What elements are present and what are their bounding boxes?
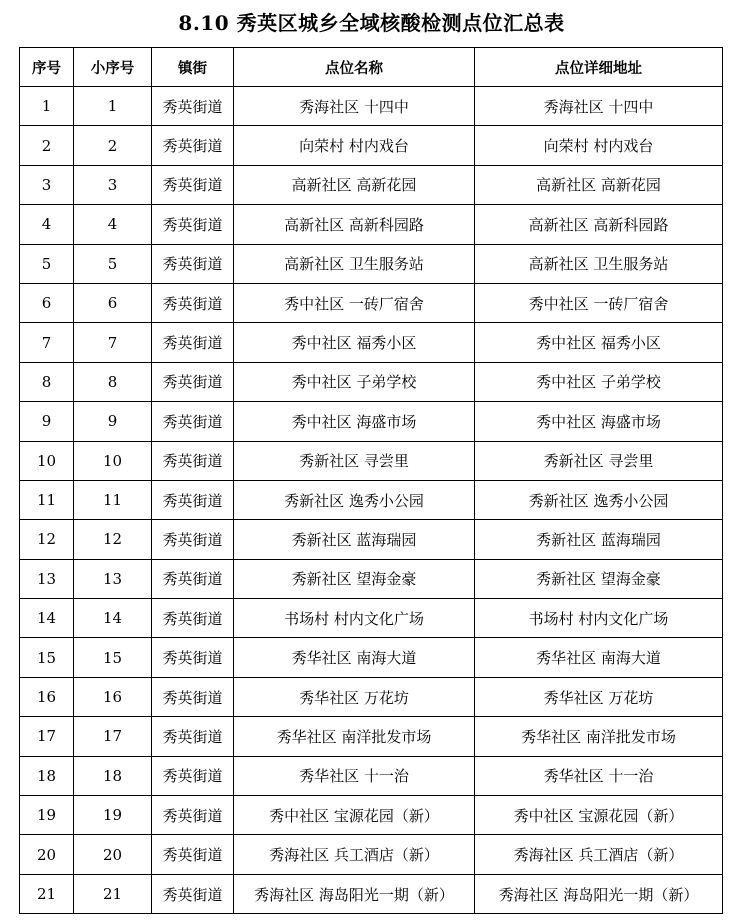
table-row: [20, 244, 723, 283]
cell-street: 秀英街道: [152, 677, 234, 716]
cell-no: 3: [20, 165, 74, 204]
cell-street: 秀英街道: [152, 362, 234, 401]
table-row: [20, 520, 723, 559]
cell-sub-no: 19: [74, 796, 152, 835]
table-row: [20, 205, 723, 244]
cell-point-address: 书场村 村内文化广场: [475, 599, 723, 638]
cell-no: 9: [20, 402, 74, 441]
cell-point-address: 秀华社区 南海大道: [475, 638, 723, 677]
cell-sub-no: 1: [74, 87, 152, 126]
cell-sub-no: 7: [74, 323, 152, 362]
cell-point-name: 高新社区 卫生服务站: [234, 244, 475, 283]
cell-point-name: 秀华社区 南海大道: [234, 638, 475, 677]
table-row: [20, 480, 723, 519]
cell-sub-no: 21: [74, 874, 152, 913]
cell-sub-no: 12: [74, 520, 152, 559]
cell-no: 7: [20, 323, 74, 362]
cell-sub-no: 18: [74, 756, 152, 795]
cell-street: 秀英街道: [152, 796, 234, 835]
cell-street: 秀英街道: [152, 717, 234, 756]
column-header-point-address: 点位详细地址: [475, 48, 723, 87]
cell-point-address: 秀新社区 寻尝里: [475, 441, 723, 480]
cell-street: 秀英街道: [152, 599, 234, 638]
table-row: [20, 796, 723, 835]
cell-point-address: 秀华社区 南洋批发市场: [475, 717, 723, 756]
cell-street: 秀英街道: [152, 283, 234, 322]
cell-no: 18: [20, 756, 74, 795]
cell-no: 17: [20, 717, 74, 756]
cell-sub-no: 6: [74, 283, 152, 322]
cell-no: 8: [20, 362, 74, 401]
cell-no: 2: [20, 126, 74, 165]
cell-sub-no: 17: [74, 717, 152, 756]
cell-point-address: 高新社区 高新科园路: [475, 205, 723, 244]
cell-sub-no: 3: [74, 165, 152, 204]
table-row: [20, 441, 723, 480]
column-header-street: 镇街: [152, 48, 234, 87]
cell-street: 秀英街道: [152, 874, 234, 913]
table-row: [20, 87, 723, 126]
cell-sub-no: 20: [74, 835, 152, 874]
cell-point-address: 秀华社区 十一治: [475, 756, 723, 795]
cell-point-address: 秀海社区 十四中: [475, 87, 723, 126]
cell-point-name: 秀中社区 子弟学校: [234, 362, 475, 401]
cell-point-name: 秀华社区 十一治: [234, 756, 475, 795]
cell-street: 秀英街道: [152, 244, 234, 283]
cell-point-name: 秀海社区 十四中: [234, 87, 475, 126]
cell-point-name: 向荣村 村内戏台: [234, 126, 475, 165]
cell-street: 秀英街道: [152, 835, 234, 874]
table-row: [20, 323, 723, 362]
table-row: [20, 165, 723, 204]
cell-point-address: 秀中社区 海盛市场: [475, 402, 723, 441]
table-row: [20, 677, 723, 716]
cell-street: 秀英街道: [152, 205, 234, 244]
cell-sub-no: 5: [74, 244, 152, 283]
cell-point-name: 秀华社区 南洋批发市场: [234, 717, 475, 756]
column-header-point-name: 点位名称: [234, 48, 475, 87]
cell-point-name: 秀中社区 海盛市场: [234, 402, 475, 441]
cell-no: 19: [20, 796, 74, 835]
cell-point-address: 向荣村 村内戏台: [475, 126, 723, 165]
table-body: [20, 87, 723, 914]
cell-point-address: 秀中社区 宝源花园（新）: [475, 796, 723, 835]
cell-point-name: 秀中社区 福秀小区: [234, 323, 475, 362]
cell-point-name: 秀华社区 万花坊: [234, 677, 475, 716]
cell-sub-no: 10: [74, 441, 152, 480]
table-row: [20, 283, 723, 322]
cell-point-name: 秀中社区 一砖厂宿舍: [234, 283, 475, 322]
cell-point-address: 秀中社区 福秀小区: [475, 323, 723, 362]
cell-no: 1: [20, 87, 74, 126]
cell-street: 秀英街道: [152, 441, 234, 480]
cell-no: 14: [20, 599, 74, 638]
cell-no: 21: [20, 874, 74, 913]
cell-street: 秀英街道: [152, 559, 234, 598]
cell-point-name: 秀新社区 蓝海瑞园: [234, 520, 475, 559]
cell-street: 秀英街道: [152, 165, 234, 204]
cell-street: 秀英街道: [152, 638, 234, 677]
table-row: [20, 717, 723, 756]
cell-no: 10: [20, 441, 74, 480]
cell-sub-no: 11: [74, 480, 152, 519]
cell-point-address: 高新社区 高新花园: [475, 165, 723, 204]
cell-sub-no: 13: [74, 559, 152, 598]
table-row: [20, 835, 723, 874]
cell-point-address: 秀中社区 子弟学校: [475, 362, 723, 401]
column-header-no: 序号: [20, 48, 74, 87]
table-row: [20, 874, 723, 913]
cell-point-name: 秀海社区 兵工酒店（新）: [234, 835, 475, 874]
cell-no: 15: [20, 638, 74, 677]
cell-no: 6: [20, 283, 74, 322]
cell-point-address: 秀海社区 兵工酒店（新）: [475, 835, 723, 874]
table-row: [20, 126, 723, 165]
cell-point-address: 秀新社区 蓝海瑞园: [475, 520, 723, 559]
cell-sub-no: 8: [74, 362, 152, 401]
cell-sub-no: 14: [74, 599, 152, 638]
cell-no: 4: [20, 205, 74, 244]
cell-point-name: 秀新社区 逸秀小公园: [234, 480, 475, 519]
cell-street: 秀英街道: [152, 126, 234, 165]
cell-street: 秀英街道: [152, 756, 234, 795]
cell-no: 20: [20, 835, 74, 874]
table-row: [20, 599, 723, 638]
cell-point-name: 秀中社区 宝源花园（新）: [234, 796, 475, 835]
cell-point-name: 秀海社区 海岛阳光一期（新）: [234, 874, 475, 913]
table-row: [20, 402, 723, 441]
cell-no: 13: [20, 559, 74, 598]
cell-street: 秀英街道: [152, 323, 234, 362]
cell-no: 5: [20, 244, 74, 283]
cell-street: 秀英街道: [152, 480, 234, 519]
table-row: [20, 756, 723, 795]
cell-street: 秀英街道: [152, 87, 234, 126]
cell-sub-no: 15: [74, 638, 152, 677]
cell-point-name: 书场村 村内文化广场: [234, 599, 475, 638]
table-row: [20, 362, 723, 401]
cell-point-name: 秀新社区 寻尝里: [234, 441, 475, 480]
cell-sub-no: 4: [74, 205, 152, 244]
cell-no: 16: [20, 677, 74, 716]
cell-sub-no: 16: [74, 677, 152, 716]
cell-sub-no: 9: [74, 402, 152, 441]
cell-street: 秀英街道: [152, 402, 234, 441]
table-header-row: [20, 48, 723, 87]
cell-point-address: 秀海社区 海岛阳光一期（新）: [475, 874, 723, 913]
table-row: [20, 638, 723, 677]
testing-points-table: [19, 47, 723, 914]
cell-point-name: 秀新社区 望海金豪: [234, 559, 475, 598]
column-header-sub-no: 小序号: [74, 48, 152, 87]
cell-no: 12: [20, 520, 74, 559]
cell-point-address: 高新社区 卫生服务站: [475, 244, 723, 283]
cell-point-address: 秀中社区 一砖厂宿舍: [475, 283, 723, 322]
cell-point-address: 秀新社区 望海金豪: [475, 559, 723, 598]
cell-point-address: 秀华社区 万花坊: [475, 677, 723, 716]
table-row: [20, 559, 723, 598]
page-title: 8.10 秀英区城乡全域核酸检测点位汇总表: [178, 11, 565, 35]
cell-point-name: 高新社区 高新科园路: [234, 205, 475, 244]
cell-street: 秀英街道: [152, 520, 234, 559]
cell-no: 11: [20, 480, 74, 519]
cell-point-address: 秀新社区 逸秀小公园: [475, 480, 723, 519]
cell-sub-no: 2: [74, 126, 152, 165]
cell-point-name: 高新社区 高新花园: [234, 165, 475, 204]
